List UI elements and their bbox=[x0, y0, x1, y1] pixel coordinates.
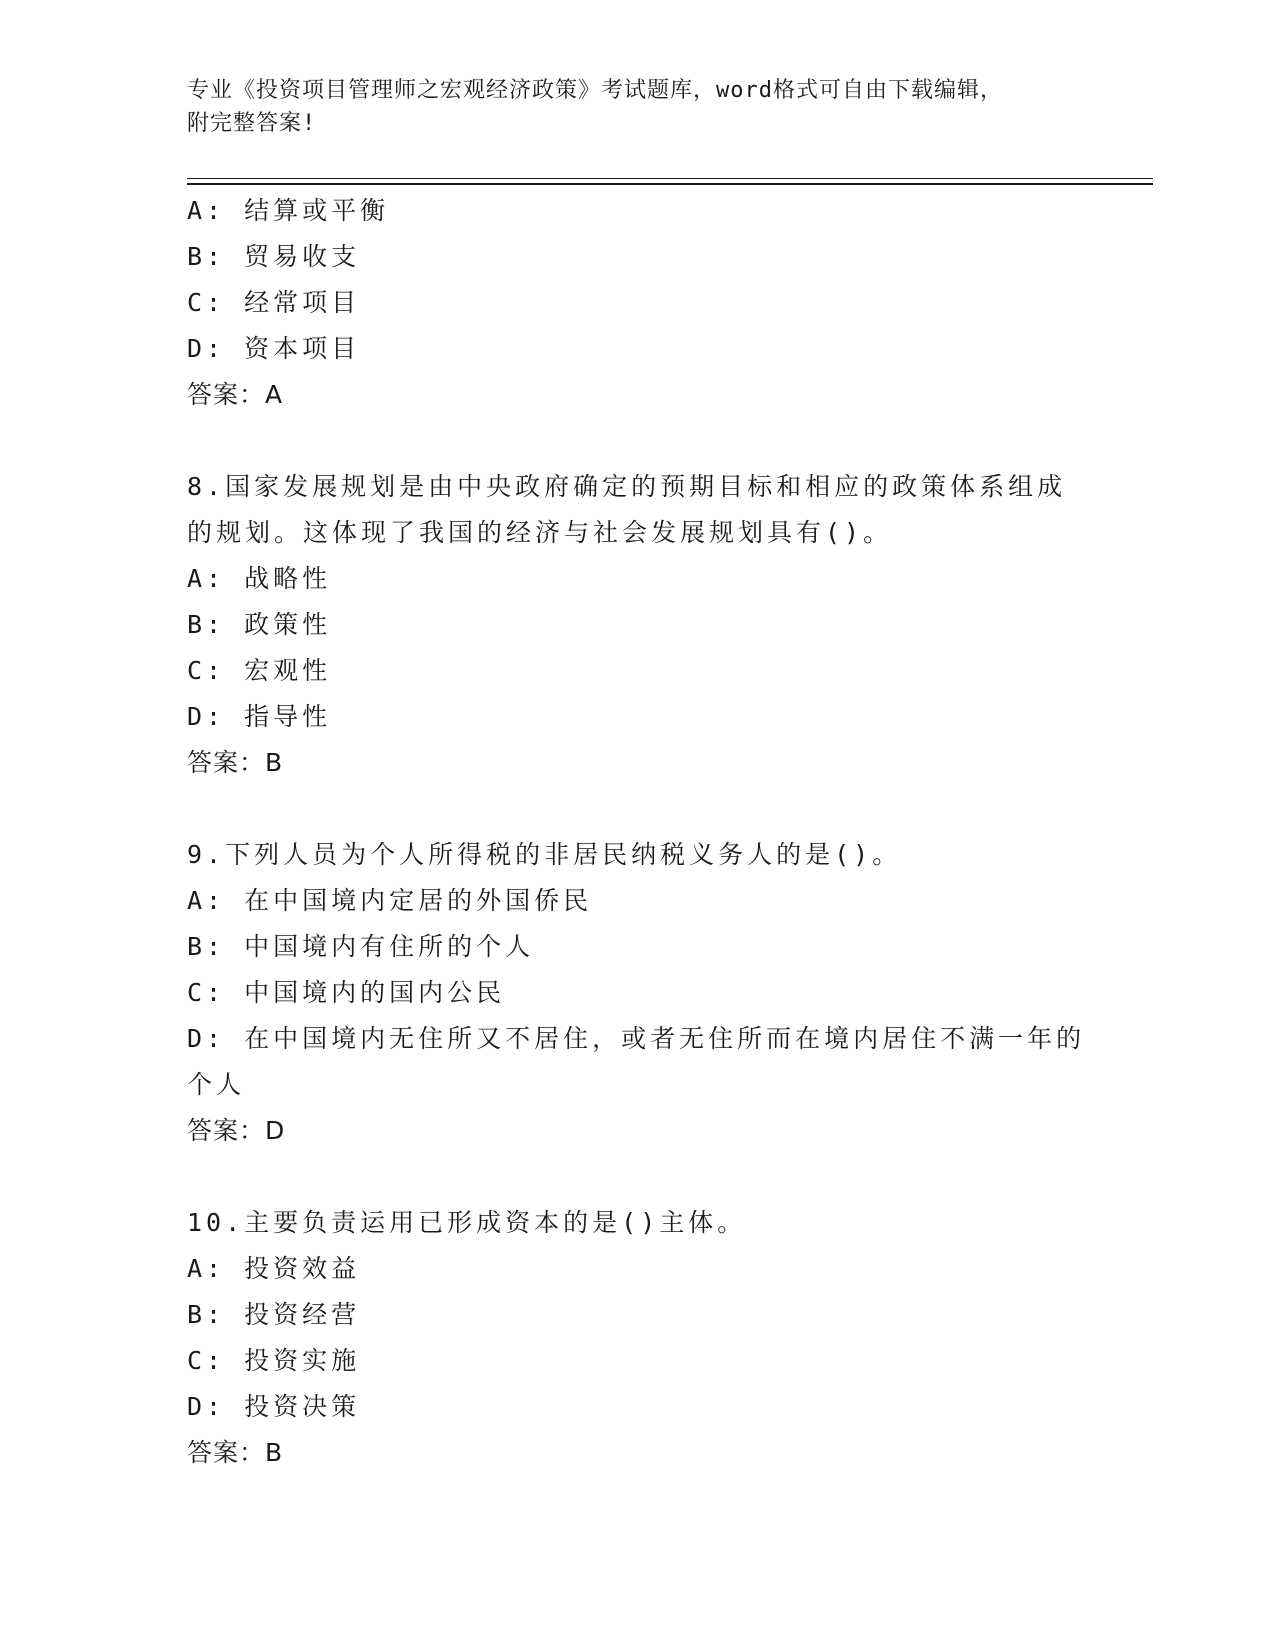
question-stem: 9.下列人员为个人所得税的非居民纳税义务人的是()。 bbox=[187, 840, 902, 869]
question-stem: 10.主要负责运用已形成资本的是()主体。 bbox=[187, 1208, 747, 1237]
option-c: C: 中国境内的国内公民 bbox=[187, 978, 506, 1007]
option-b: B: 政策性 bbox=[187, 610, 332, 639]
answer-line: 答案：B bbox=[187, 1438, 284, 1467]
header-line-2: 附完整答案! bbox=[187, 111, 317, 136]
option-a: A: 在中国境内定居的外国侨民 bbox=[187, 886, 593, 915]
answer-line: 答案：D bbox=[187, 1116, 286, 1145]
answer-line: 答案：B bbox=[187, 748, 284, 777]
option-c: C: 经常项目 bbox=[187, 288, 361, 317]
option-a: A: 投资效益 bbox=[187, 1254, 361, 1283]
question-10 bbox=[187, 1200, 1087, 1476]
option-b: B: 贸易收支 bbox=[187, 242, 361, 271]
option-a: A: 结算或平衡 bbox=[187, 196, 390, 225]
question-8 bbox=[187, 464, 1087, 786]
header-divider-thick bbox=[187, 183, 1153, 185]
document-body bbox=[187, 188, 1087, 1476]
question-stem: 8.国家发展规划是由中央政府确定的预期目标和相应的政策体系组成 bbox=[187, 472, 1067, 501]
option-b: B: 投资经营 bbox=[187, 1300, 361, 1329]
option-d: D: 指导性 bbox=[187, 702, 332, 731]
option-a: A: 战略性 bbox=[187, 564, 332, 593]
document-header bbox=[187, 74, 1087, 140]
option-d: D: 投资决策 bbox=[187, 1392, 361, 1421]
header-divider-thin bbox=[187, 178, 1153, 179]
question-stem-cont: 的规划。这体现了我国的经济与社会发展规划具有()。 bbox=[187, 518, 893, 547]
question-7-continued bbox=[187, 188, 1087, 418]
answer-line: 答案：A bbox=[187, 380, 284, 409]
option-b: B: 中国境内有住所的个人 bbox=[187, 932, 535, 961]
option-d: D: 资本项目 bbox=[187, 334, 361, 363]
question-9 bbox=[187, 832, 1087, 1154]
option-c: C: 宏观性 bbox=[187, 656, 332, 685]
option-d: D: 在中国境内无住所又不居住，或者无住所而在境内居住不满一年的 bbox=[187, 1024, 1086, 1053]
option-c: C: 投资实施 bbox=[187, 1346, 361, 1375]
header-line-1: 专业《投资项目管理师之宏观经济政策》考试题库，word格式可自由下载编辑， bbox=[187, 78, 1003, 103]
option-d-cont: 个人 bbox=[187, 1070, 246, 1099]
